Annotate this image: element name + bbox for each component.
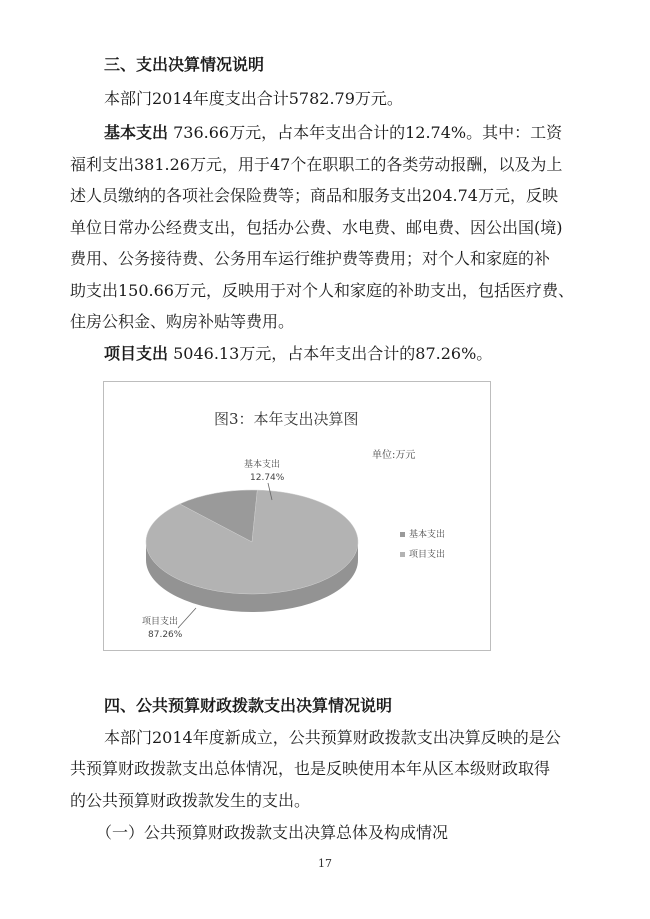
total-expenditure-line: 本部门2014年度支出合计5782.79万元。 (104, 89, 403, 108)
section-4-line-1: 本部门2014年度新成立，公共预算财政拨款支出决算反映的是公 (104, 728, 561, 747)
section-4-line-2: 共预算财政拨款支出总体情况，也是反映使用本年从区本级财政取得 (70, 759, 551, 778)
slice-value-project: 87.26% (148, 630, 183, 640)
project-expenditure-label: 项目支出 (104, 344, 169, 363)
basic-expenditure-label: 基本支出 (104, 123, 169, 142)
chart-title: 图3：本年支出决算图 (214, 410, 359, 428)
basic-expenditure-line-7: 住房公积金、购房补贴等费用。 (70, 312, 295, 331)
basic-expenditure-line-6: 助支出150.66万元，反映用于对个人和家庭的补助支出，包括医疗费、 (70, 281, 574, 300)
legend-label-basic: 基本支出 (409, 530, 446, 540)
section-4-line-3: 的公共预算财政拨款发生的支出。 (70, 791, 311, 810)
chart-unit-note: 单位:万元 (372, 450, 416, 461)
slice-label-project: 项目支出 (142, 617, 179, 627)
legend-swatch-project (400, 552, 405, 557)
leader-line-project (178, 608, 196, 628)
basic-expenditure-line-3: 述人员缴纳的各项社会保险费等；商品和服务支出204.74万元，反映 (70, 186, 558, 205)
basic-expenditure-line-1-text: 736.66万元，占本年支出合计的12.74%。其中：工资 (168, 123, 563, 142)
project-expenditure-line (104, 344, 492, 364)
basic-expenditure-paragraph-line-1 (104, 123, 562, 143)
section-3-heading: 三、支出决算情况说明 (104, 55, 265, 74)
legend-swatch-basic (400, 532, 405, 537)
basic-expenditure-line-5: 费用、公务接待费、公务用车运行维护费等费用；对个人和家庭的补 (70, 249, 551, 268)
legend-label-project: 项目支出 (409, 550, 446, 560)
pie-chart-svg (104, 382, 490, 650)
page-number: 17 (318, 857, 332, 870)
section-4-subheading: （一）公共预算财政拨款支出决算总体及构成情况 (96, 823, 449, 842)
pie-3d (146, 490, 358, 612)
basic-expenditure-line-2: 福利支出381.26万元，用于47个在职职工的各类劳动报酬，以及为上 (70, 155, 563, 174)
slice-value-basic: 12.74% (250, 473, 285, 483)
section-4-heading: 四、公共预算财政拨款支出决算情况说明 (104, 696, 393, 715)
expenditure-pie-chart (103, 381, 491, 651)
basic-expenditure-line-4: 单位日常办公经费支出，包括办公费、水电费、邮电费、因公出国(境) (70, 218, 563, 237)
project-expenditure-text: 5046.13万元，占本年支出合计的87.26%。 (168, 344, 493, 363)
slice-label-basic: 基本支出 (244, 460, 281, 470)
